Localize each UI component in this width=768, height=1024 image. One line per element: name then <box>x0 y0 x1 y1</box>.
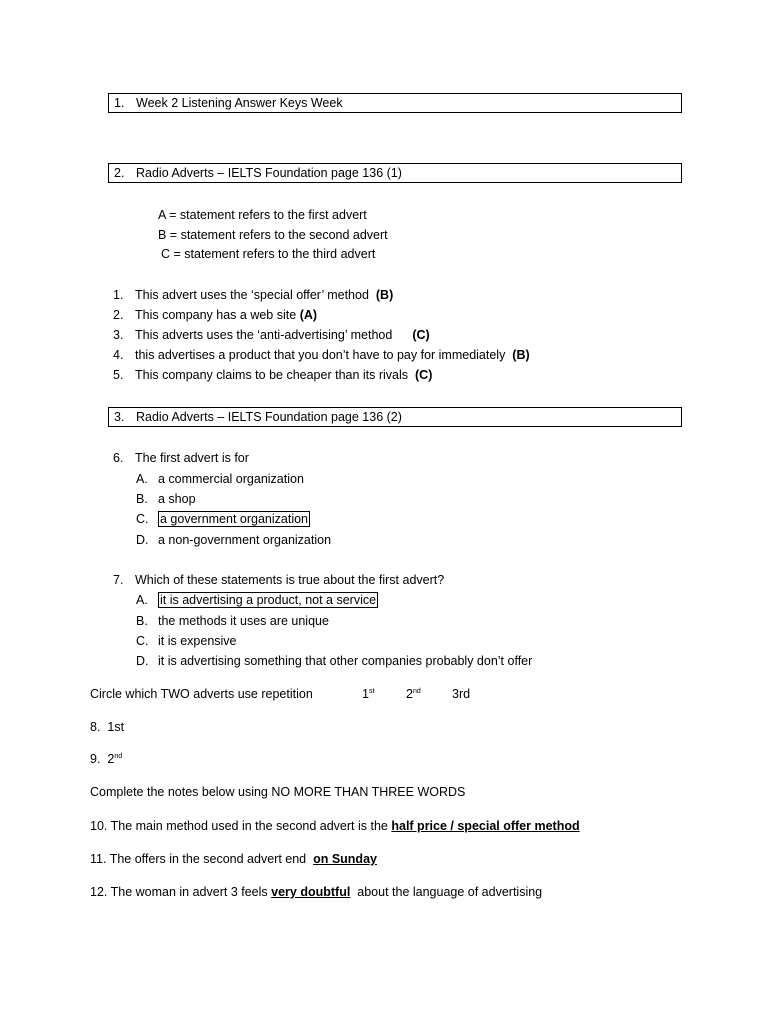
section-header-1 <box>108 93 682 113</box>
answer: (A) <box>299 308 318 322</box>
question-10 <box>90 818 580 834</box>
answer: (B) <box>512 348 530 362</box>
instruction: Complete the notes below using NO MORE THAN THREE WORDS <box>90 785 466 799</box>
ordinal-suffix: st <box>368 687 375 695</box>
selected-answer-box: a government organization <box>160 512 309 526</box>
question-text: This advert uses the ‘special offer’ method <box>135 288 369 302</box>
option-letter: A. <box>136 593 148 607</box>
option-value: 1 <box>362 687 369 701</box>
question-3 <box>113 327 430 343</box>
option-letter: B. <box>136 492 148 506</box>
section-title: Radio Adverts – IELTS Foundation page 136 (2) <box>136 410 402 424</box>
q7-option-c <box>136 633 237 649</box>
option-text: it is advertising something that other companies probably don’t offer <box>158 654 533 668</box>
question-number: 4. <box>113 348 124 362</box>
question-2 <box>113 307 317 323</box>
question-4 <box>113 347 530 363</box>
question-text: This company claims to be cheaper than its rivals <box>135 368 409 382</box>
question-number: 5. <box>113 368 124 382</box>
option-letter: C. <box>136 634 149 648</box>
question-number: 9. <box>90 752 101 766</box>
question-number: 7. <box>113 573 124 587</box>
section-number: 3. <box>114 410 125 424</box>
repetition-option-2 <box>406 686 421 702</box>
option-letter: C. <box>136 512 149 526</box>
section-header-2 <box>108 163 682 183</box>
question-text: 12. The woman in advert 3 feels <box>90 885 268 899</box>
repetition-option-1 <box>362 686 374 702</box>
repetition-option-3: 3rd <box>452 687 471 701</box>
key-line-a: A = statement refers to the first advert <box>158 208 367 222</box>
question-5 <box>113 367 432 383</box>
question-text: The first advert is for <box>135 451 249 465</box>
question-7 <box>113 572 444 588</box>
key-line-c: C = statement refers to the third advert <box>161 247 376 261</box>
section-title: Week 2 Listening Answer Keys Week <box>136 96 343 110</box>
question-6 <box>113 450 249 466</box>
option-text: the methods it uses are unique <box>158 614 329 628</box>
question-text: this advertises a product that you don’t have to pay for immediately <box>135 348 506 362</box>
question-text-end: about the language of advertising <box>357 885 543 899</box>
section-number: 2. <box>114 166 125 180</box>
question-12 <box>90 884 542 900</box>
option-text: a shop <box>158 492 196 506</box>
section-number: 1. <box>114 96 125 110</box>
answer: (B) <box>375 288 394 302</box>
option-letter: D. <box>136 533 149 547</box>
question-9 <box>90 751 122 767</box>
q7-option-b <box>136 613 329 629</box>
question-8 <box>90 719 124 735</box>
q6-option-a <box>136 471 304 487</box>
question-text: 10. The main method used in the second advert is the <box>90 819 388 833</box>
option-text: a non-government organization <box>158 533 332 547</box>
answer: (C) <box>412 328 430 342</box>
question-number: 3. <box>113 328 124 342</box>
question-number: 2. <box>113 308 124 322</box>
q7-option-a <box>136 592 378 608</box>
question-text: This company has a web site <box>135 308 297 322</box>
option-letter: D. <box>136 654 149 668</box>
answer: (C) <box>415 368 433 382</box>
question-number: 8. <box>90 720 101 734</box>
q6-option-d <box>136 532 331 548</box>
selected-answer-box: it is advertising a product, not a service <box>160 593 377 607</box>
q6-option-c <box>136 511 310 527</box>
q7-option-d <box>136 653 532 669</box>
repetition-prompt: Circle which TWO adverts use repetition <box>90 687 313 701</box>
answer: 2 <box>107 752 115 766</box>
option-text: a commercial organization <box>158 472 304 486</box>
question-text: This adverts uses the ‘anti-advertising’ method <box>135 328 393 342</box>
answer: 1st <box>107 720 125 734</box>
question-number: 1. <box>113 288 124 302</box>
ordinal-suffix: nd <box>114 752 123 760</box>
section-title: Radio Adverts – IELTS Foundation page 136 (1) <box>136 166 402 180</box>
option-value: 2 <box>406 687 413 701</box>
section-header-3 <box>108 407 682 427</box>
ordinal-suffix: nd <box>412 687 421 695</box>
question-text: Which of these statements is true about the first advert? <box>135 573 445 587</box>
question-1 <box>113 287 393 303</box>
answer: on Sunday <box>313 852 377 866</box>
option-letter: A. <box>136 472 148 486</box>
question-11 <box>90 851 377 867</box>
key-line-b: B = statement refers to the second advert <box>158 228 388 242</box>
option-letter: B. <box>136 614 148 628</box>
answer: half price / special offer method <box>391 819 580 833</box>
answer: very doubtful <box>271 885 351 899</box>
q6-option-b <box>136 491 196 507</box>
question-text: 11. The offers in the second advert end <box>90 852 307 866</box>
option-text: it is expensive <box>158 634 237 648</box>
question-number: 6. <box>113 451 124 465</box>
